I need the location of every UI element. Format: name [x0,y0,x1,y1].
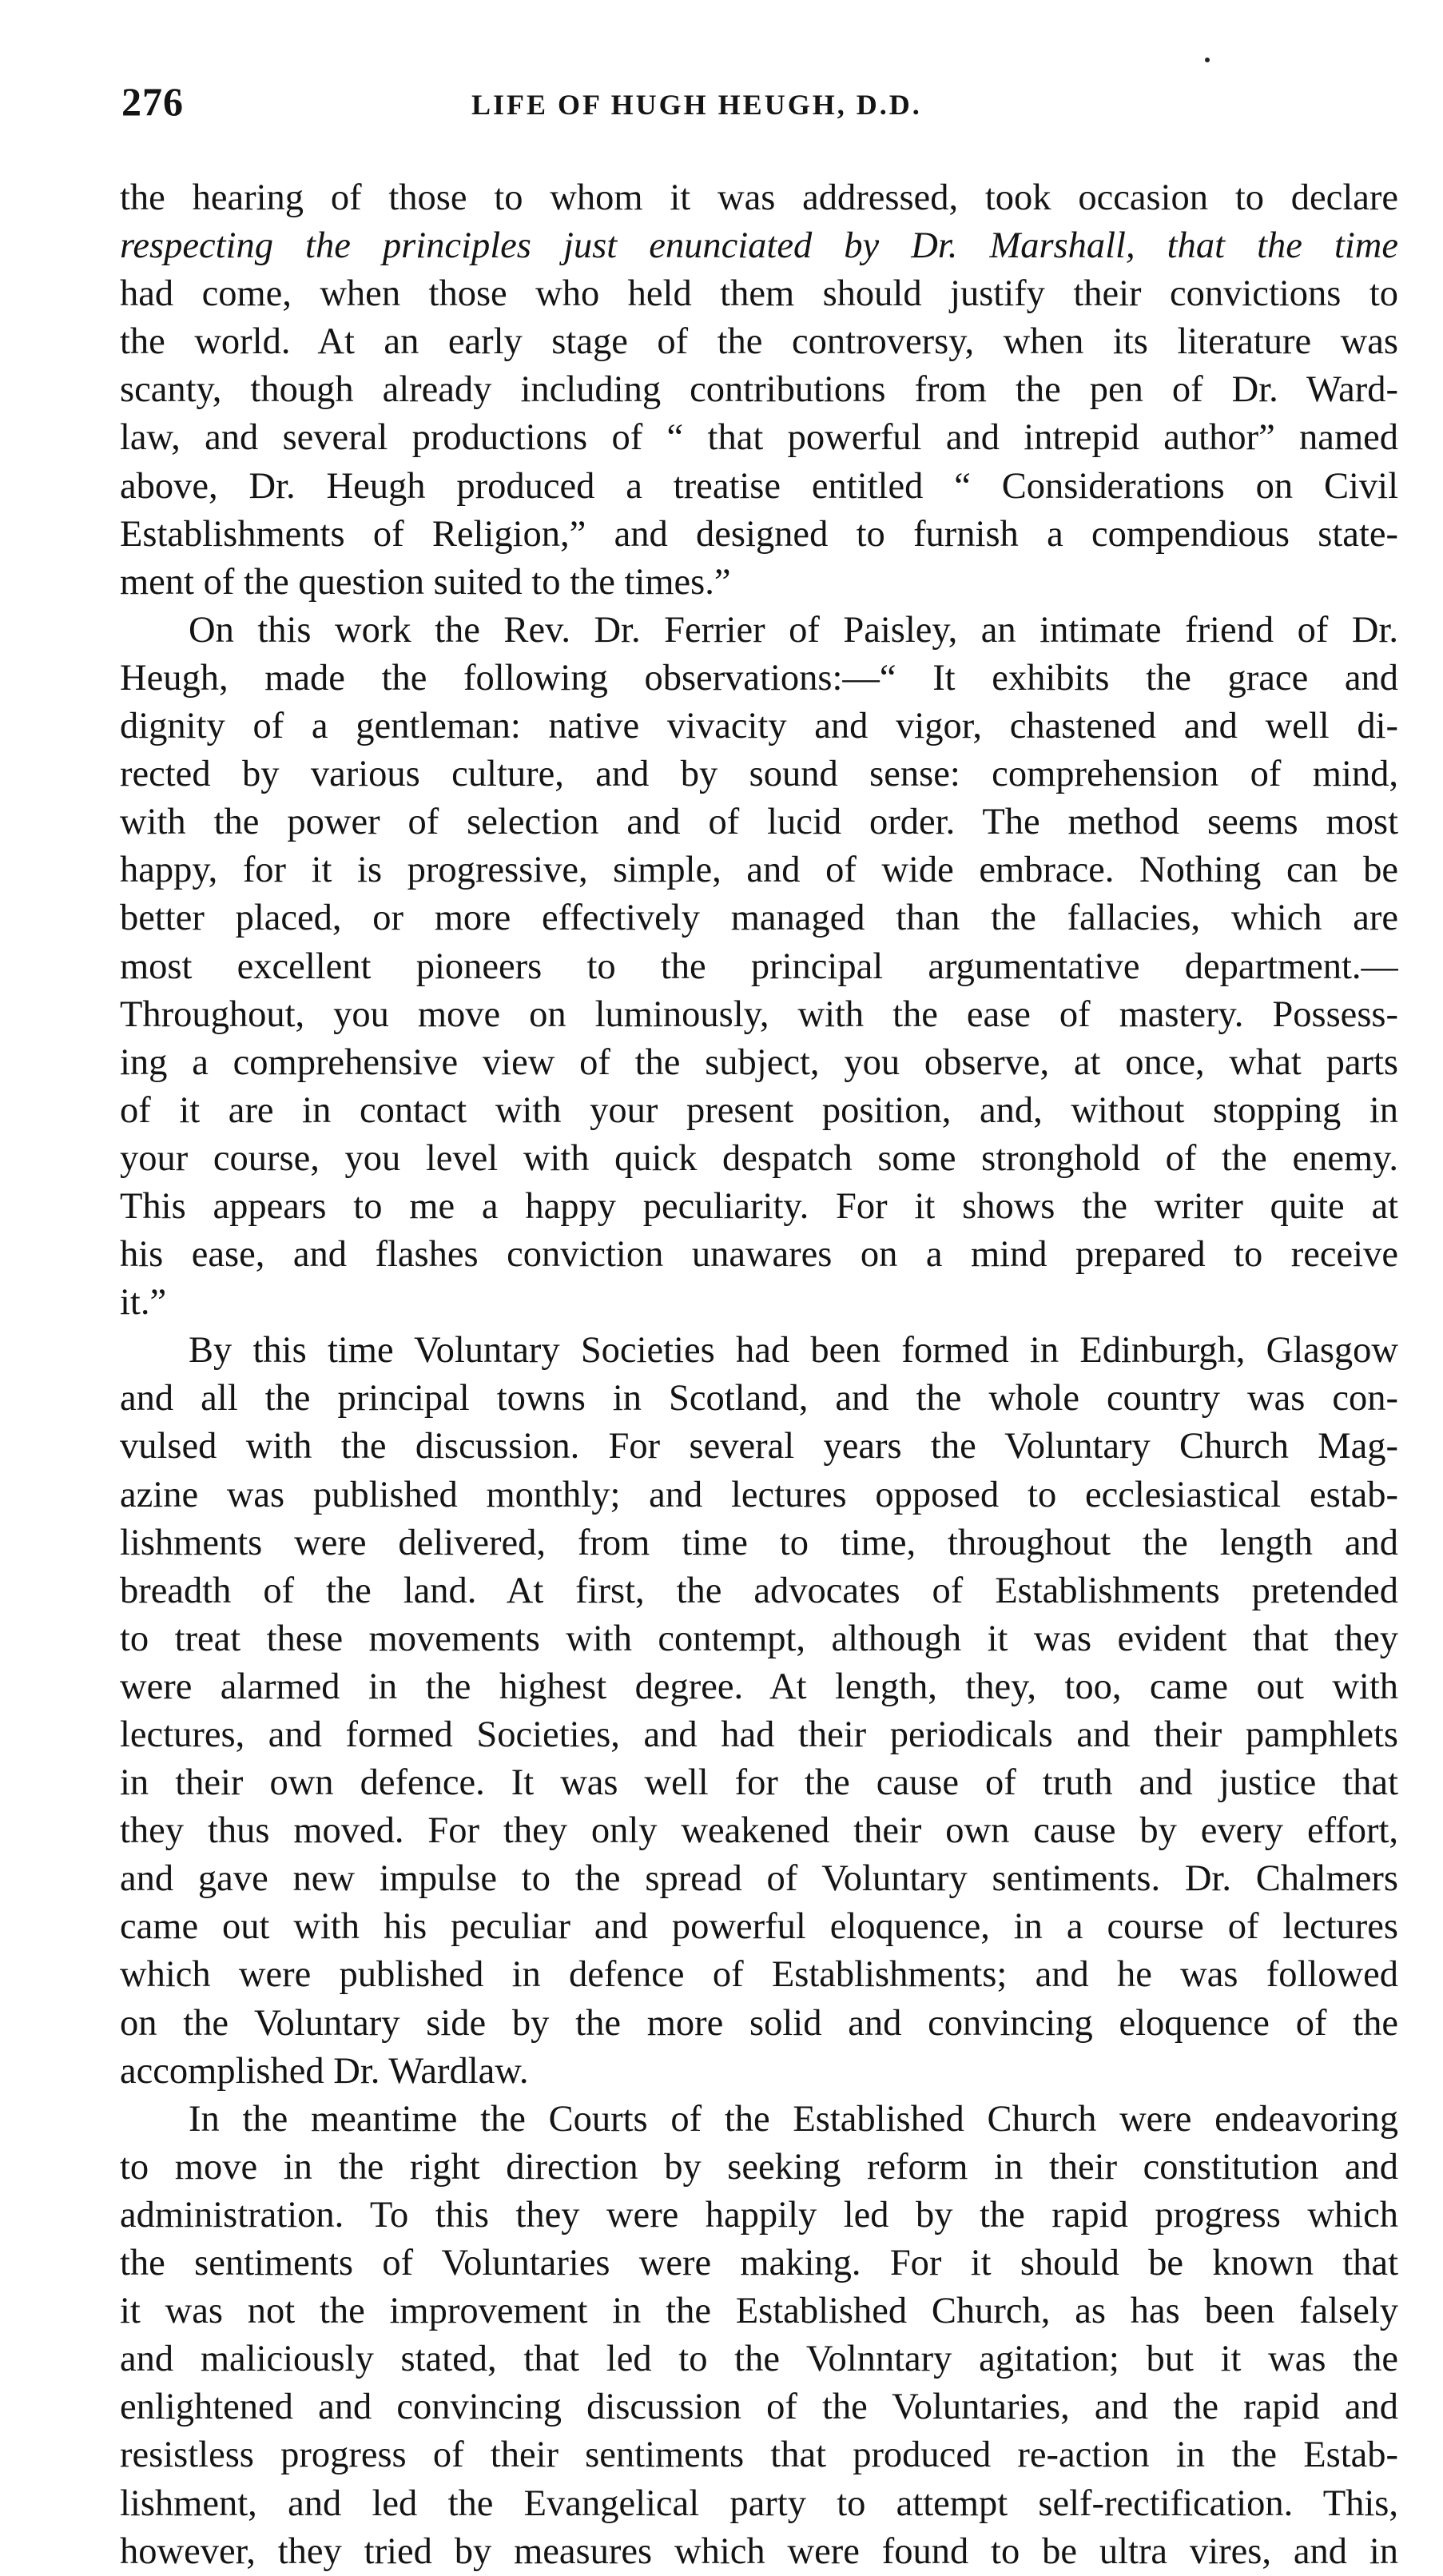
text-line: Establishments of Religion,” and designed to furnish a compendious state- [120,513,1398,555]
text-line: lishments were delivered, from time to time, throughout the length and [120,1522,1398,1563]
text-line: however, they tried by measures which were found to be ultra vires, and in [120,2530,1398,2572]
text-line: his ease, and flashes conviction unawares on a mind prepared to receive [120,1234,1398,1276]
text-line: breadth of the land. At first, the advocates of Establishments pretended [120,1570,1398,1611]
text-line: better placed, or more effectively managed than the fallacies, which are [120,898,1398,939]
text-line: This appears to me a happy peculiarity. For it shows the writer quite at [120,1185,1398,1227]
text-line: and maliciously stated, that led to the Volnntary agitation; but it was the [120,2339,1398,2380]
text-line: lishment, and led the Evangelical party to attempt self-rectification. This, [120,2482,1398,2524]
text-line: respecting the principles just enunciated by Dr. Marshall, that the time [120,225,1398,267]
text-line: lectures, and formed Societies, and had their periodicals and their pamphlets [120,1714,1398,1755]
text-line: were alarmed in the highest degree. At length, they, too, came out with [120,1666,1398,1707]
text-line: it.” [120,1282,167,1324]
text-line: administration. To this they were happily led by the rapid progress which [120,2194,1398,2236]
text-line: ment of the question suited to the times.” [120,561,731,603]
text-line: to move in the right direction by seeking reform in their constitution and [120,2146,1398,2188]
ink-speck [1205,58,1210,62]
page-header [121,78,1400,134]
text-line: vulsed with the discussion. For several years the Voluntary Church Mag- [120,1426,1398,1467]
text-line: they thus moved. For they only weakened their own cause by every effort, [120,1810,1398,1852]
text-line: ing a comprehensive view of the subject, you observe, at once, what parts [120,1041,1398,1083]
text-line: had come, when those who held them should justify their convictions to [120,273,1398,315]
text-line: law, and several productions of “ that powerful and intrepid author” named [120,417,1398,459]
text-line: and gave new impulse to the spread of Voluntary sentiments. Dr. Chalmers [120,1858,1398,1900]
text-line: Heugh, made the following observations:—“ It exhibits the grace and [120,657,1398,699]
text-line: to treat these movements with contempt, although it was evident that they [120,1618,1398,1659]
text-line: resistless progress of their sentiments that produced re-action in the Estab- [120,2435,1398,2476]
text-line: the world. At an early stage of the controversy, when its literature was [120,321,1398,363]
text-line: Throughout, you move on luminously, with the ease of mastery. Possess- [120,993,1398,1035]
text-line: enlightened and convincing discussion of the Voluntaries, and the rapid and [120,2387,1398,2428]
text-line: happy, for it is progressive, simple, and of wide embrace. Nothing can be [120,850,1398,891]
text-line: azine was published monthly; and lectures opposed to ecclesiastical estab- [120,1474,1398,1515]
text-line: dignity of a gentleman: native vivacity and vigor, chastened and well di- [120,706,1398,747]
page-number: 276 [121,79,184,124]
text-line: it was not the improvement in the Established Church, as has been falsely [120,2291,1398,2332]
text-line: the hearing of those to whom it was addressed, took occasion to declare [120,177,1398,218]
text-line: rected by various culture, and by sound sense: comprehension of mind, [120,754,1398,795]
text-line: on the Voluntary side by the more solid and convincing eloquence of the [120,2002,1398,2044]
text-line: the sentiments of Voluntaries were making. For it should be known that [120,2243,1398,2284]
body-text [120,174,1398,2576]
text-line: your course, you level with quick despatch some stronghold of the enemy. [120,1137,1398,1179]
text-line: of it are in contact with your present position, and, without stopping in [120,1089,1398,1131]
text-line: On this work the Rev. Dr. Ferrier of Paisley, an intimate friend of Dr. [189,609,1398,651]
text-line: which were published in defence of Establishments; and he was followed [120,1954,1398,1996]
running-head: LIFE OF HUGH HEUGH, D.D. [471,89,922,121]
text-line: scanty, though already including contributions from the pen of Dr. Ward- [120,369,1398,411]
text-line: most excellent pioneers to the principal argumentative department.— [120,946,1398,987]
text-line: and all the principal towns in Scotland, and the whole country was con- [120,1378,1398,1419]
text-line: accomplished Dr. Wardlaw. [120,2050,529,2092]
text-line: came out with his peculiar and powerful eloquence, in a course of lectures [120,1906,1398,1948]
text-line: above, Dr. Heugh produced a treatise entitled “ Considerations on Civil [120,465,1398,507]
text-line: with the power of selection and of lucid order. The method seems most [120,802,1398,843]
text-line: By this time Voluntary Societies had been formed in Edinburgh, Glasgow [189,1330,1398,1372]
text-line: in their own defence. It was well for the cause of truth and justice that [120,1762,1398,1804]
text-line: In the meantime the Courts of the Established Church were endeavoring [189,2098,1398,2140]
